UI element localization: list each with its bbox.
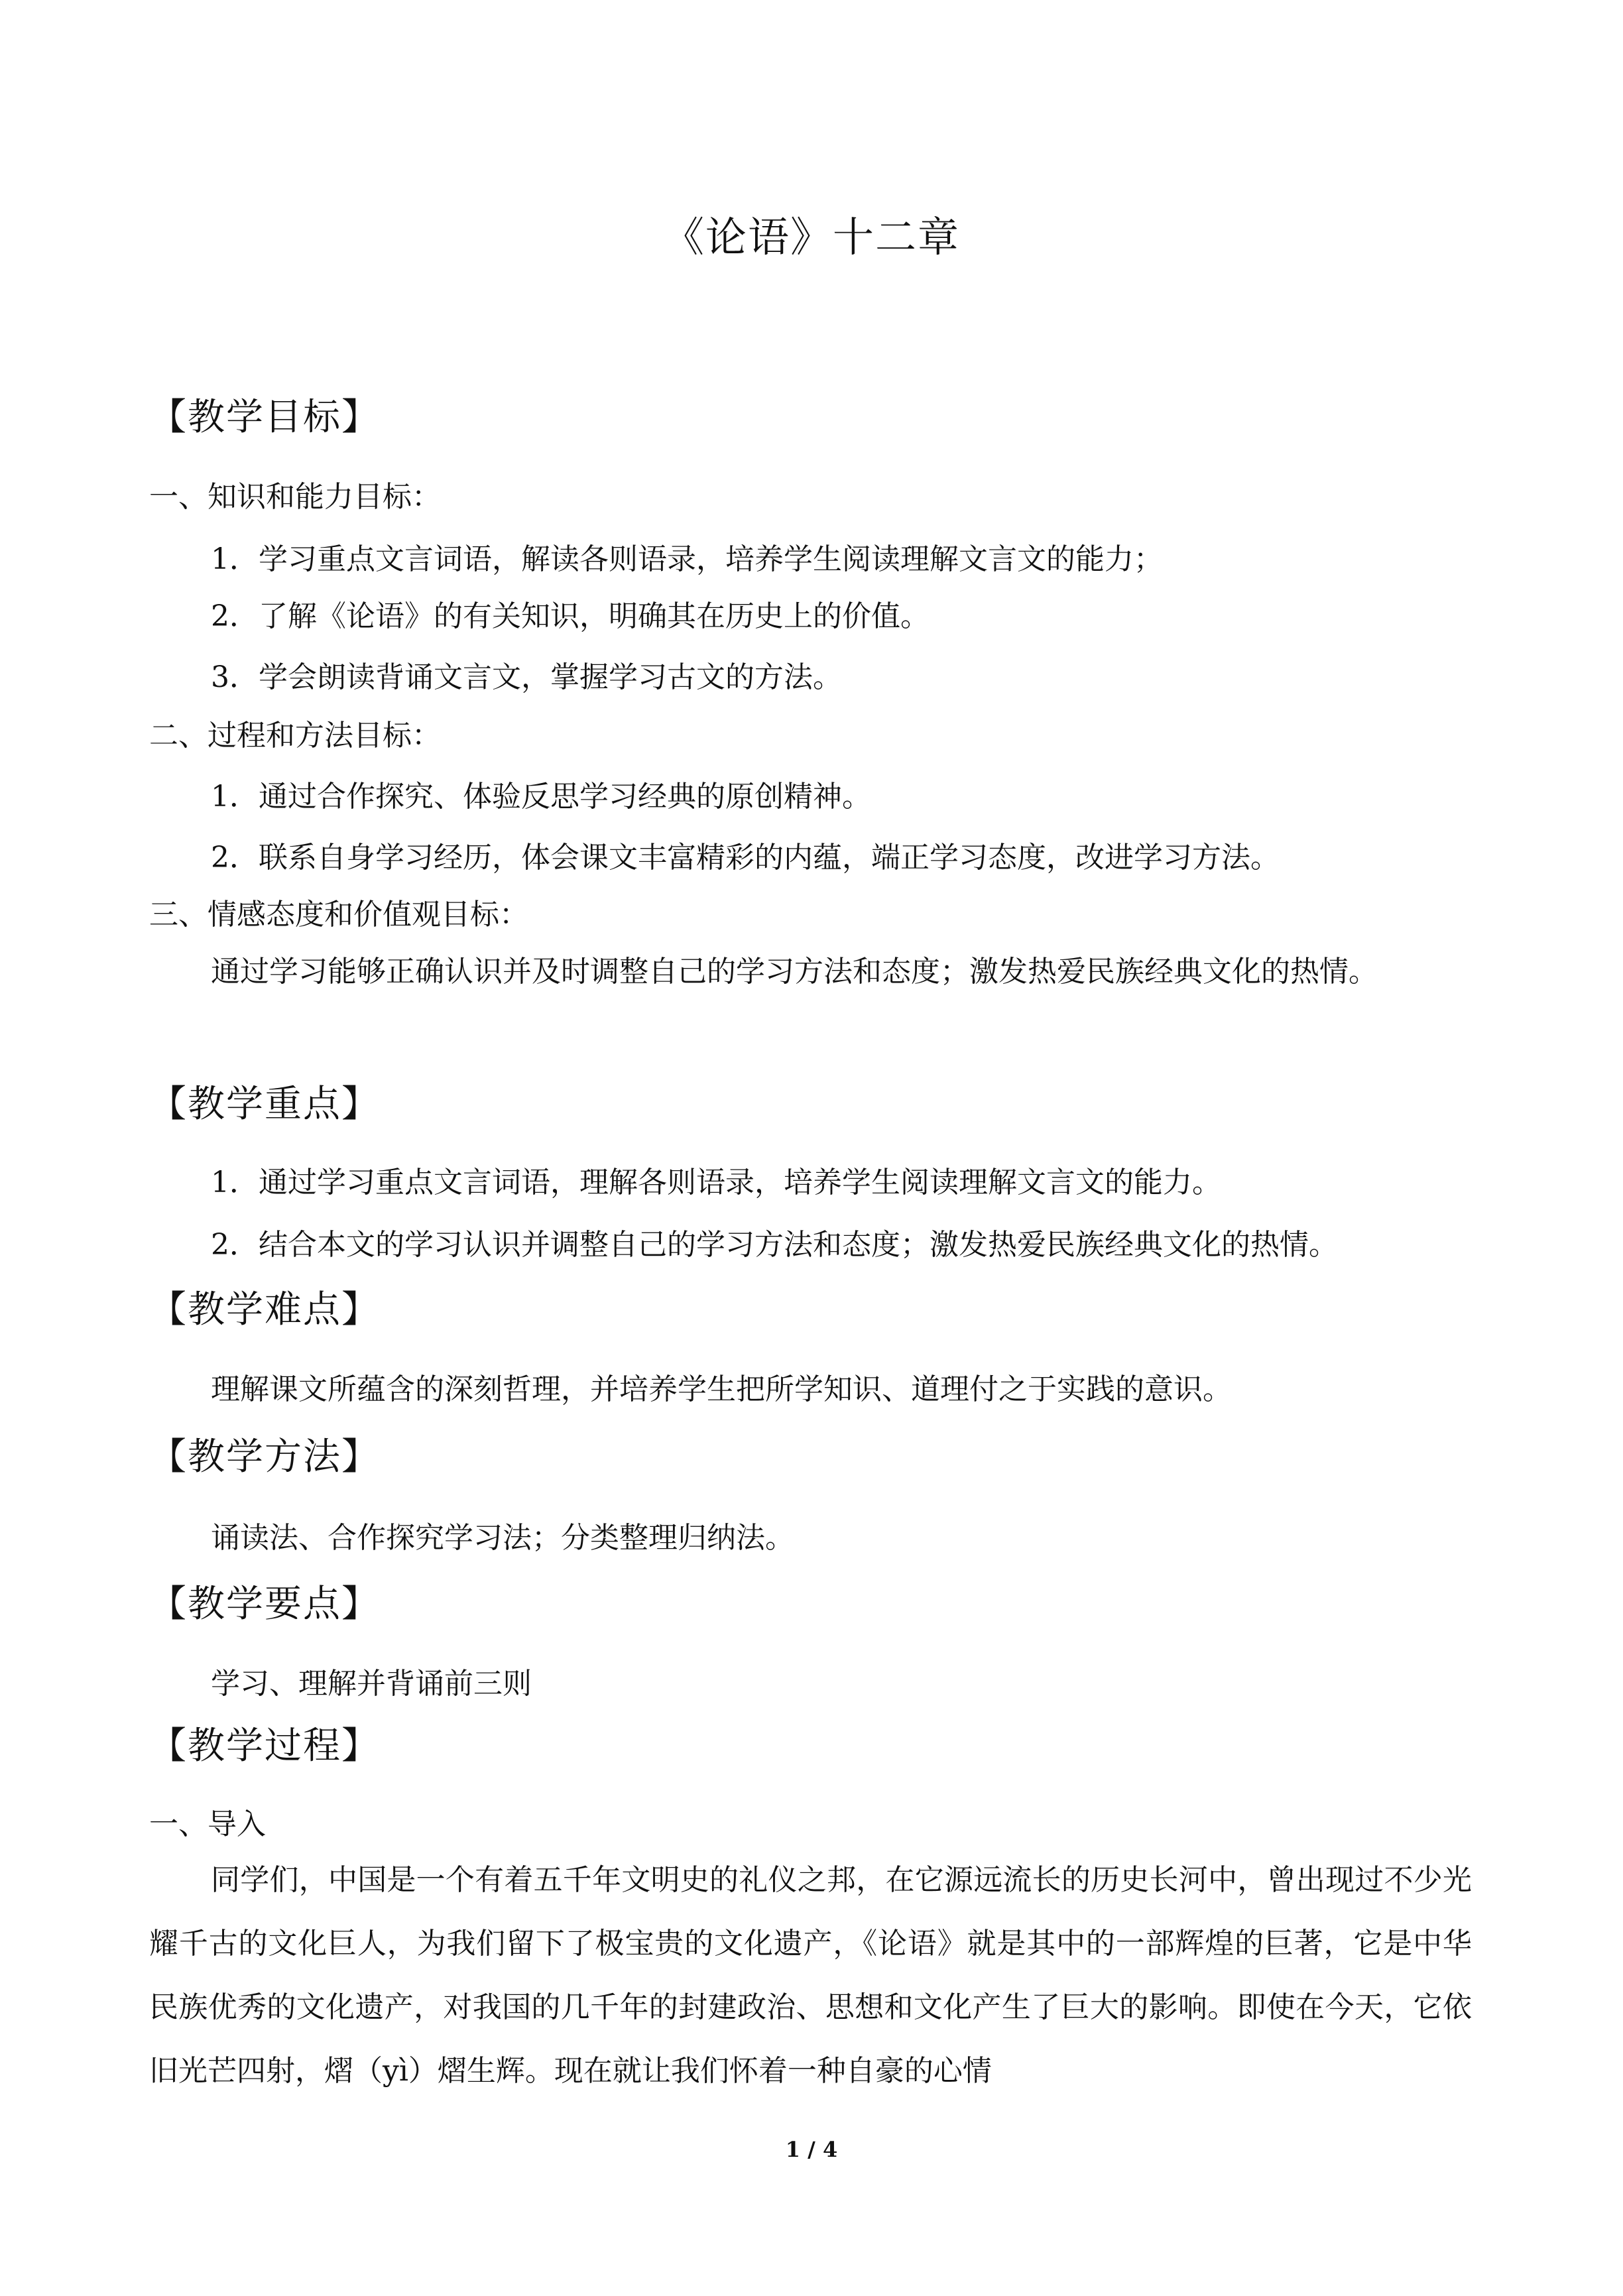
objective-knowledge-3: 3．学会朗读背诵文言文，掌握学习古文的方法。 [211,660,842,694]
section-heading-methods: 【教学方法】 [149,1435,380,1479]
key-point-2: 2．结合本文的学习认识并调整自己的学习方法和态度；激发热爱民族经典文化的热情。 [211,1228,1338,1262]
objective-process-heading: 二、过程和方法目标： [149,719,441,753]
section-heading-essentials: 【教学要点】 [149,1583,380,1626]
section-heading-process: 【教学过程】 [149,1724,380,1768]
objective-knowledge-heading: 一、知识和能力目标： [149,480,441,514]
essentials-text: 学习、理解并背诵前三则 [211,1667,532,1701]
objective-knowledge-1: 1．学习重点文言词语，解读各则语录，培养学生阅读理解文言文的能力； [211,542,1163,576]
methods-text: 诵读法、合作探究学习法；分类整理归纳法。 [211,1521,794,1555]
key-point-1: 1．通过学习重点文言词语，理解各则语录，培养学生阅读理解文言文的能力。 [211,1166,1221,1199]
objective-emotion-heading: 三、情感态度和价值观目标： [149,898,528,932]
objective-process-2: 2．联系自身学习经历，体会课文丰富精彩的内蕴，端正学习态度，改进学习方法。 [211,841,1280,875]
objective-knowledge-2: 2．了解《论语》的有关知识，明确其在历史上的价值。 [211,599,930,633]
page-number: 1 / 4 [785,2137,838,2162]
objective-process-1: 1．通过合作探究、体验反思学习经典的原创精神。 [211,780,871,814]
section-heading-objectives: 【教学目标】 [149,396,380,439]
process-intro-text: 同学们，中国是一个有着五千年文明史的礼仪之邦，在它源远流长的历史长河中，曾出现过不少光耀千古的文化巨人，为我们留下了极宝贵的文化遗产，《论语》就是其中的一部辉煌的巨著，它是中华民族优秀的文化遗产，对我国的几千年的封建政治、思想和文化产生了巨大的影响。即使在今天，它依旧光芒四射，熠（yì）熠生辉。现在就让我们怀着一种自豪的心情 [149,1863,1472,2088]
difficulties-text: 理解课文所蕴含的深刻哲理，并培养学生把所学知识、道理付之于实践的意识。 [211,1372,1232,1406]
objective-emotion-text: 通过学习能够正确认识并及时调整自己的学习方法和态度；激发热爱民族经典文化的热情。 [211,955,1378,989]
process-intro-heading: 一、导入 [149,1807,266,1841]
document-title: 《论语》十二章 [662,213,960,261]
section-heading-difficulties: 【教学难点】 [149,1288,380,1331]
section-heading-key-points: 【教学重点】 [149,1083,380,1126]
